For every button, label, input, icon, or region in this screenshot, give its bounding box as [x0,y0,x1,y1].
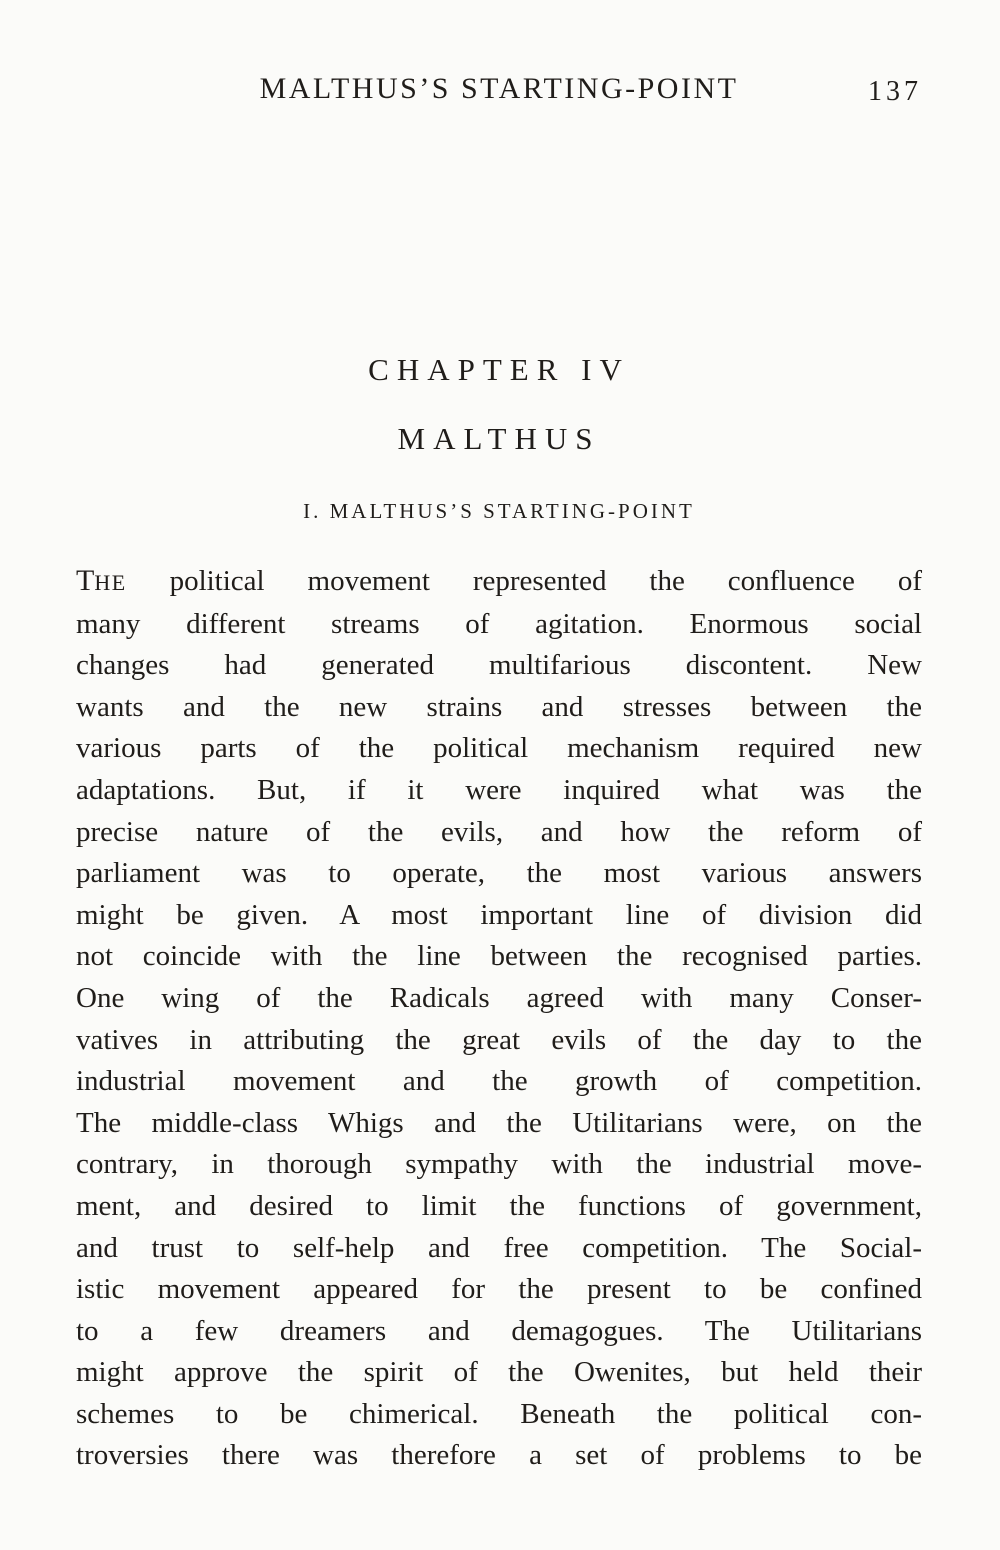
body-line: industrial movement and the growth of competition. [76,1065,922,1098]
body-line: wants and the new strains and stresses between the [76,690,922,723]
body-line: schemes to be chimerical. Beneath the political con- [76,1397,922,1430]
body-line: various parts of the political mechanism required new [76,732,922,765]
body-line: parliament was to operate, the most various answers [76,857,922,890]
body-line: might approve the spirit of the Owenites, but held their [76,1356,922,1389]
first-line-rest: political movement represented the confluence of [126,565,922,597]
body-line: vatives in attributing the great evils of the day to the [76,1023,922,1056]
body-paragraph [76,560,922,1477]
lead-cap: T [76,564,95,597]
body-line: troversies there was therefore a set of problems to be [76,1439,922,1472]
body-line: istic movement appeared for the present to be confined [76,1273,922,1306]
body-line-first [76,560,922,604]
body-line: many different streams of agitation. Enormous social [76,607,922,640]
lead-small-caps: HE [94,570,127,595]
body-line: adaptations. But, if it were inquired what was the [76,773,922,806]
body-line: and trust to self-help and free competition. The Social- [76,1231,922,1264]
body-line: contrary, in thorough sympathy with the industrial move- [76,1148,922,1181]
running-title: MALTHUS’S STARTING-POINT [259,72,739,105]
chapter-title: MALTHUS [397,421,601,456]
body-line: ment, and desired to limit the functions of government, [76,1189,922,1222]
body-line: to a few dreamers and demagogues. The Utilitarians [76,1314,922,1347]
body-line: The middle-class Whigs and the Utilitarians were, on the [76,1106,922,1139]
body-line: precise nature of the evils, and how the reform of [76,815,922,848]
body-line: not coincide with the line between the recognised parties. [76,940,922,973]
running-header [76,72,922,106]
section-heading: I. MALTHUS’S STARTING-POINT [303,499,695,523]
chapter-heading: CHAPTER IV [368,352,630,387]
body-line: One wing of the Radicals agreed with many Conser- [76,981,922,1014]
body-line: might be given. A most important line of division did [76,898,922,931]
body-line: changes had generated multifarious discontent. New [76,649,922,682]
page-number: 137 [868,76,922,107]
